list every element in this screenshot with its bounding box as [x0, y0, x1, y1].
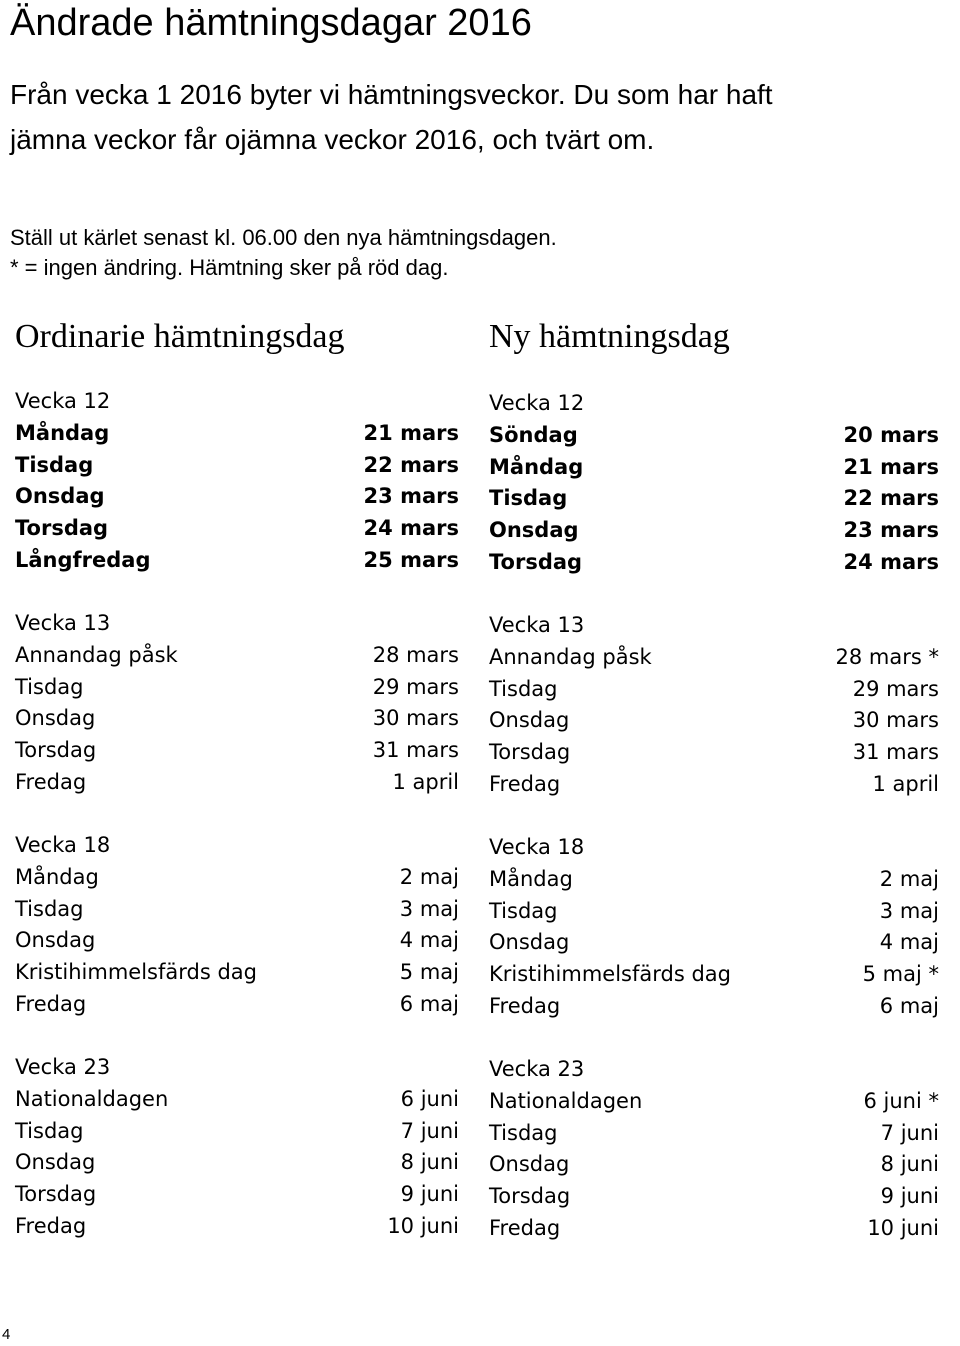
schedule-row	[15, 703, 459, 735]
pickup-date: 7 juni	[880, 1120, 939, 1145]
schedule-row	[15, 513, 459, 545]
schedule-row	[489, 705, 939, 737]
schedule-row	[15, 862, 459, 894]
pickup-date: 22 mars	[843, 486, 939, 511]
pickup-date: 21 mars	[363, 420, 459, 445]
page-number: 4	[2, 1326, 11, 1343]
day-name: Onsdag	[15, 706, 96, 731]
pickup-date: 10 juni	[867, 1215, 939, 1240]
ordinary-schedule-column	[15, 318, 459, 1238]
pickup-date: 30 mars	[372, 706, 459, 731]
day-name: Tisdag	[15, 452, 94, 477]
schedule-row	[489, 1086, 939, 1118]
schedule-row	[489, 642, 939, 674]
schedule-row	[489, 737, 939, 769]
schedule-row	[489, 959, 939, 991]
pickup-date: 6 juni *	[863, 1088, 939, 1113]
intro-line-2: jämna veckor får ojämna veckor 2016, och tvärt om.	[10, 124, 655, 155]
schedule-row	[15, 672, 459, 704]
schedule-row	[15, 735, 459, 767]
legend-note: * = ingen ändring. Hämtning sker på röd dag.	[10, 255, 449, 280]
day-name: Torsdag	[489, 549, 583, 574]
day-name: Onsdag	[489, 708, 570, 733]
schedule-row	[489, 1181, 939, 1213]
week-block	[15, 608, 459, 799]
schedule-row	[15, 481, 459, 513]
week-block	[489, 610, 939, 801]
schedule-row	[15, 418, 459, 450]
pickup-date: 24 mars	[843, 549, 939, 574]
pickup-date: 9 juni	[880, 1184, 939, 1209]
schedule-row	[15, 957, 459, 989]
day-name: Söndag	[489, 422, 578, 447]
schedule-row	[489, 483, 939, 515]
day-name: Torsdag	[489, 740, 571, 765]
day-name: Måndag	[15, 420, 110, 445]
pickup-date: 2 maj	[879, 866, 939, 891]
week-label: Vecka 12	[15, 389, 111, 413]
pickup-date: 23 mars	[363, 484, 459, 509]
schedule-row	[489, 515, 939, 547]
day-name: Fredag	[489, 1215, 561, 1240]
day-name: Torsdag	[15, 738, 97, 763]
pickup-date: 1 april	[392, 769, 459, 794]
schedule-row	[15, 767, 459, 799]
day-name: Fredag	[489, 993, 561, 1018]
pickup-date: 21 mars	[843, 454, 939, 479]
pickup-date: 22 mars	[363, 452, 459, 477]
new-schedule-column	[489, 318, 939, 1240]
week-label: Vecka 23	[15, 1055, 111, 1079]
day-name: Kristihimmelsfärds dag	[15, 960, 258, 985]
week-block	[489, 1054, 939, 1245]
schedule-row	[489, 420, 939, 452]
pickup-date: 7 juni	[400, 1118, 459, 1143]
week-label: Vecka 12	[489, 391, 585, 415]
day-name: Måndag	[15, 864, 99, 889]
day-name: Onsdag	[15, 928, 96, 953]
schedule-row	[489, 1118, 939, 1150]
schedule-row	[15, 545, 459, 577]
schedule-row	[15, 925, 459, 957]
day-name: Onsdag	[15, 1150, 96, 1175]
day-name: Långfredag	[15, 547, 151, 572]
schedule-row	[15, 989, 459, 1021]
schedule-row	[489, 547, 939, 579]
day-name: Tisdag	[489, 1120, 558, 1145]
pickup-date: 20 mars	[843, 422, 939, 447]
pickup-date: 9 juni	[400, 1182, 459, 1207]
pickup-date: 25 mars	[363, 547, 459, 572]
pickup-date: 29 mars	[372, 674, 459, 699]
pickup-date: 6 maj	[399, 991, 459, 1016]
schedule-row	[489, 769, 939, 801]
day-name: Onsdag	[489, 930, 570, 955]
day-name: Tisdag	[15, 674, 84, 699]
schedule-row	[15, 1179, 459, 1211]
week-label: Vecka 18	[489, 835, 585, 859]
week-block	[15, 1052, 459, 1243]
schedule-row	[15, 640, 459, 672]
schedule-row	[15, 1211, 459, 1243]
day-name: Fredag	[15, 991, 87, 1016]
schedule-row	[489, 1213, 939, 1245]
schedule-row	[489, 674, 939, 706]
schedule-row	[489, 864, 939, 896]
week-label: Vecka 23	[489, 1057, 585, 1081]
schedule-row	[15, 450, 459, 482]
day-name: Fredag	[489, 771, 561, 796]
pickup-date: 6 juni	[400, 1086, 459, 1111]
day-name: Tisdag	[15, 896, 84, 921]
day-name: Måndag	[489, 454, 584, 479]
week-label: Vecka 13	[489, 613, 585, 637]
pickup-date: 8 juni	[880, 1152, 939, 1177]
pickup-date: 31 mars	[852, 740, 939, 765]
day-name: Torsdag	[489, 1184, 571, 1209]
day-name: Onsdag	[15, 484, 105, 509]
week-label: Vecka 13	[15, 611, 111, 635]
day-name: Tisdag	[15, 1118, 84, 1143]
schedule-row	[489, 991, 939, 1023]
pickup-date: 1 april	[872, 771, 939, 796]
new-heading: Ny hämtningsdag	[489, 318, 730, 355]
schedule-row	[15, 894, 459, 926]
page-title: Ändrade hämtningsdagar 2016	[10, 2, 532, 44]
day-name: Torsdag	[15, 516, 109, 541]
pickup-date: 6 maj	[879, 993, 939, 1018]
pickup-date: 28 mars *	[835, 644, 939, 669]
day-name: Måndag	[489, 866, 573, 891]
pickup-date: 30 mars	[852, 708, 939, 733]
day-name: Nationaldagen	[15, 1086, 169, 1111]
day-name: Onsdag	[489, 518, 579, 543]
schedule-row	[15, 1147, 459, 1179]
pickup-date: 3 maj	[399, 896, 459, 921]
schedule-row	[15, 1116, 459, 1148]
pickup-date: 23 mars	[843, 518, 939, 543]
pickup-date: 4 maj	[399, 928, 459, 953]
day-name: Torsdag	[15, 1182, 97, 1207]
week-block	[15, 386, 459, 577]
day-name: Onsdag	[489, 1152, 570, 1177]
day-name: Tisdag	[489, 898, 558, 923]
pickup-date: 4 maj	[879, 930, 939, 955]
ordinary-heading: Ordinarie hämtningsdag	[15, 318, 345, 355]
day-name: Tisdag	[489, 676, 558, 701]
pickup-date: 28 mars	[372, 642, 459, 667]
week-block	[489, 832, 939, 1023]
day-name: Nationaldagen	[489, 1088, 643, 1113]
schedule-row	[489, 927, 939, 959]
day-name: Fredag	[15, 1213, 87, 1238]
week-block	[15, 830, 459, 1021]
schedule-row	[489, 896, 939, 928]
day-name: Fredag	[15, 769, 87, 794]
pickup-date: 3 maj	[879, 898, 939, 923]
pickup-date: 5 maj *	[862, 962, 939, 987]
week-block	[489, 388, 939, 579]
schedule-row	[489, 1149, 939, 1181]
schedule-row	[15, 1084, 459, 1116]
day-name: Annandag påsk	[489, 644, 652, 669]
pickup-date: 10 juni	[387, 1213, 459, 1238]
pickup-date: 31 mars	[372, 738, 459, 763]
instruction-note: Ställ ut kärlet senast kl. 06.00 den nya hämtningsdagen.	[10, 225, 557, 250]
intro-line-1: Från vecka 1 2016 byter vi hämtningsveckor. Du som har haft	[10, 79, 773, 110]
pickup-date: 5 maj	[399, 960, 459, 985]
day-name: Annandag påsk	[15, 642, 178, 667]
day-name: Kristihimmelsfärds dag	[489, 962, 732, 987]
schedule-row	[489, 452, 939, 484]
day-name: Tisdag	[489, 486, 568, 511]
pickup-date: 8 juni	[400, 1150, 459, 1175]
week-label: Vecka 18	[15, 833, 111, 857]
pickup-date: 24 mars	[363, 516, 459, 541]
pickup-date: 2 maj	[399, 864, 459, 889]
pickup-date: 29 mars	[852, 676, 939, 701]
